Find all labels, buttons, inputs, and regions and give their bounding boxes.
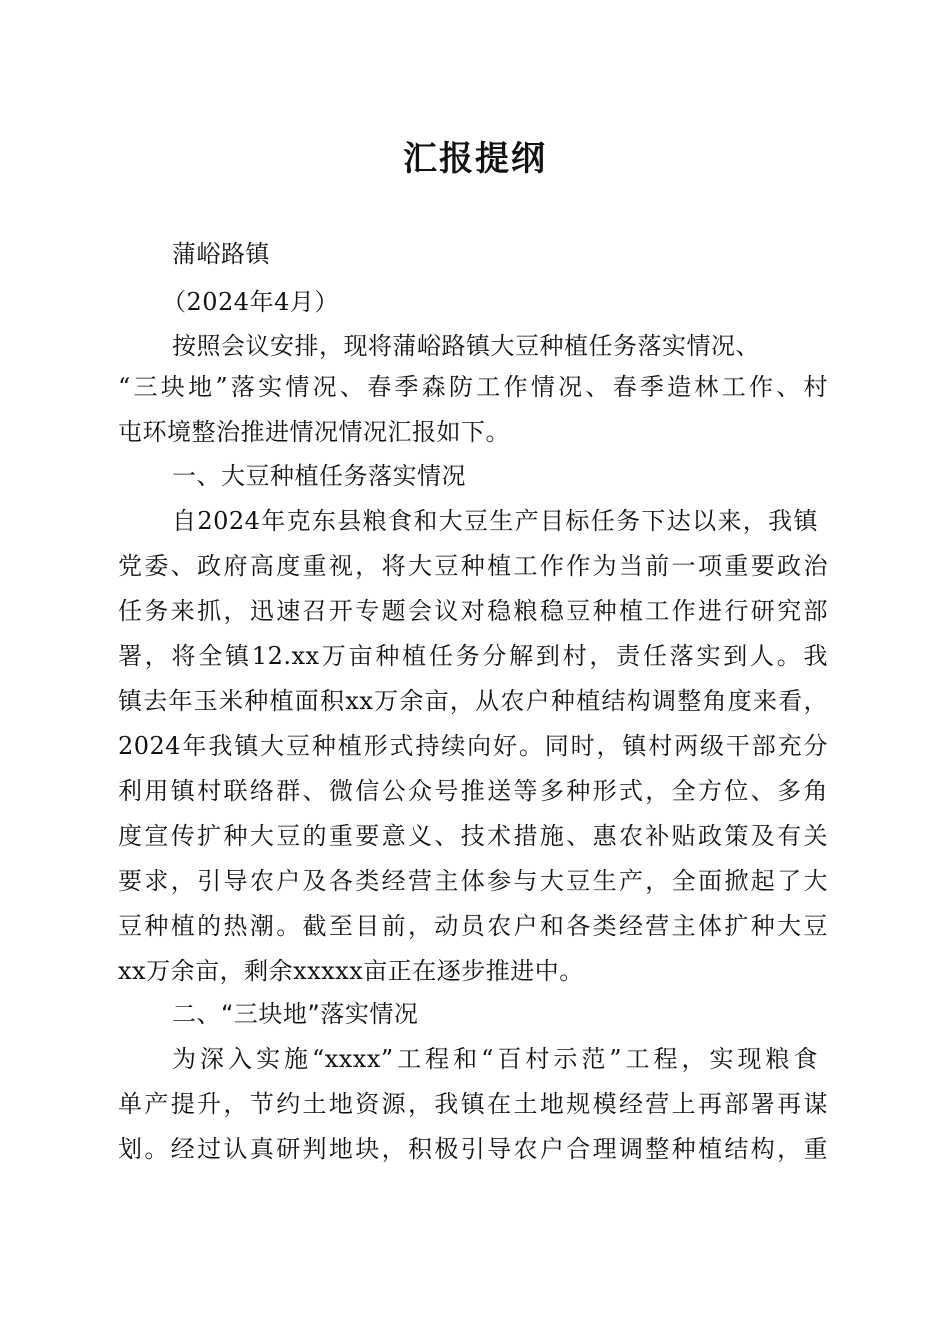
- paragraph-line: 署，将全镇12.xx万亩种植任务分解到村，责任落实到人。我: [118, 642, 828, 670]
- paragraph-line: 任务来抓，迅速召开专题会议对稳粮稳豆种植工作进行研究部: [118, 597, 828, 625]
- intro-line: 按照会议安排，现将蒲峪路镇大豆种植任务落实情况、: [172, 332, 760, 360]
- section-heading: 二、“三块地”落实情况: [172, 1000, 419, 1028]
- town-name: 蒲峪路镇: [172, 240, 270, 268]
- paragraph-line: 镇去年玉米种植面积xx万余亩，从农户种植结构调整角度来看，: [118, 687, 828, 715]
- intro-line: “三块地”落实情况、春季森防工作情况、春季造林工作、村: [118, 373, 828, 401]
- paragraph-line: 要求，引导农户及各类经营主体参与大豆生产，全面掀起了大: [118, 867, 828, 895]
- intro-line: 屯环境整治推进情况情况汇报如下。: [118, 418, 510, 446]
- paragraph-line: 度宣传扩种大豆的重要意义、技术措施、惠农补贴政策及有关: [118, 822, 828, 850]
- paragraph-line: xx万余亩，剩余xxxxx亩正在逐步推进中。: [118, 957, 584, 985]
- paragraph-line: 豆种植的热潮。截至目前，动员农户和各类经营主体扩种大豆: [118, 912, 828, 940]
- paragraph-line: 为深入实施“xxxx”工程和“百村示范”工程，实现粮食: [172, 1045, 818, 1073]
- section-heading: 一、大豆种植任务落实情况: [172, 462, 466, 490]
- paragraph-line: 划。经过认真研判地块，积极引导农户合理调整种植结构，重: [118, 1135, 828, 1163]
- paragraph-line: 2024年我镇大豆种植形式持续向好。同时，镇村两级干部充分: [118, 732, 828, 760]
- paragraph-line: 党委、政府高度重视，将大豆种植工作作为当前一项重要政治: [118, 552, 828, 580]
- paragraph-line: 自2024年克东县粮食和大豆生产目标任务下达以来，我镇: [172, 507, 818, 535]
- paragraph-line: 利用镇村联络群、微信公众号推送等多种形式，全方位、多角: [118, 777, 828, 805]
- document-title: 汇报提纲: [403, 139, 547, 179]
- paragraph-line: 单产提升，节约土地资源，我镇在土地规模经营上再部署再谋: [118, 1090, 828, 1118]
- report-date: （2024年4月）: [162, 288, 339, 316]
